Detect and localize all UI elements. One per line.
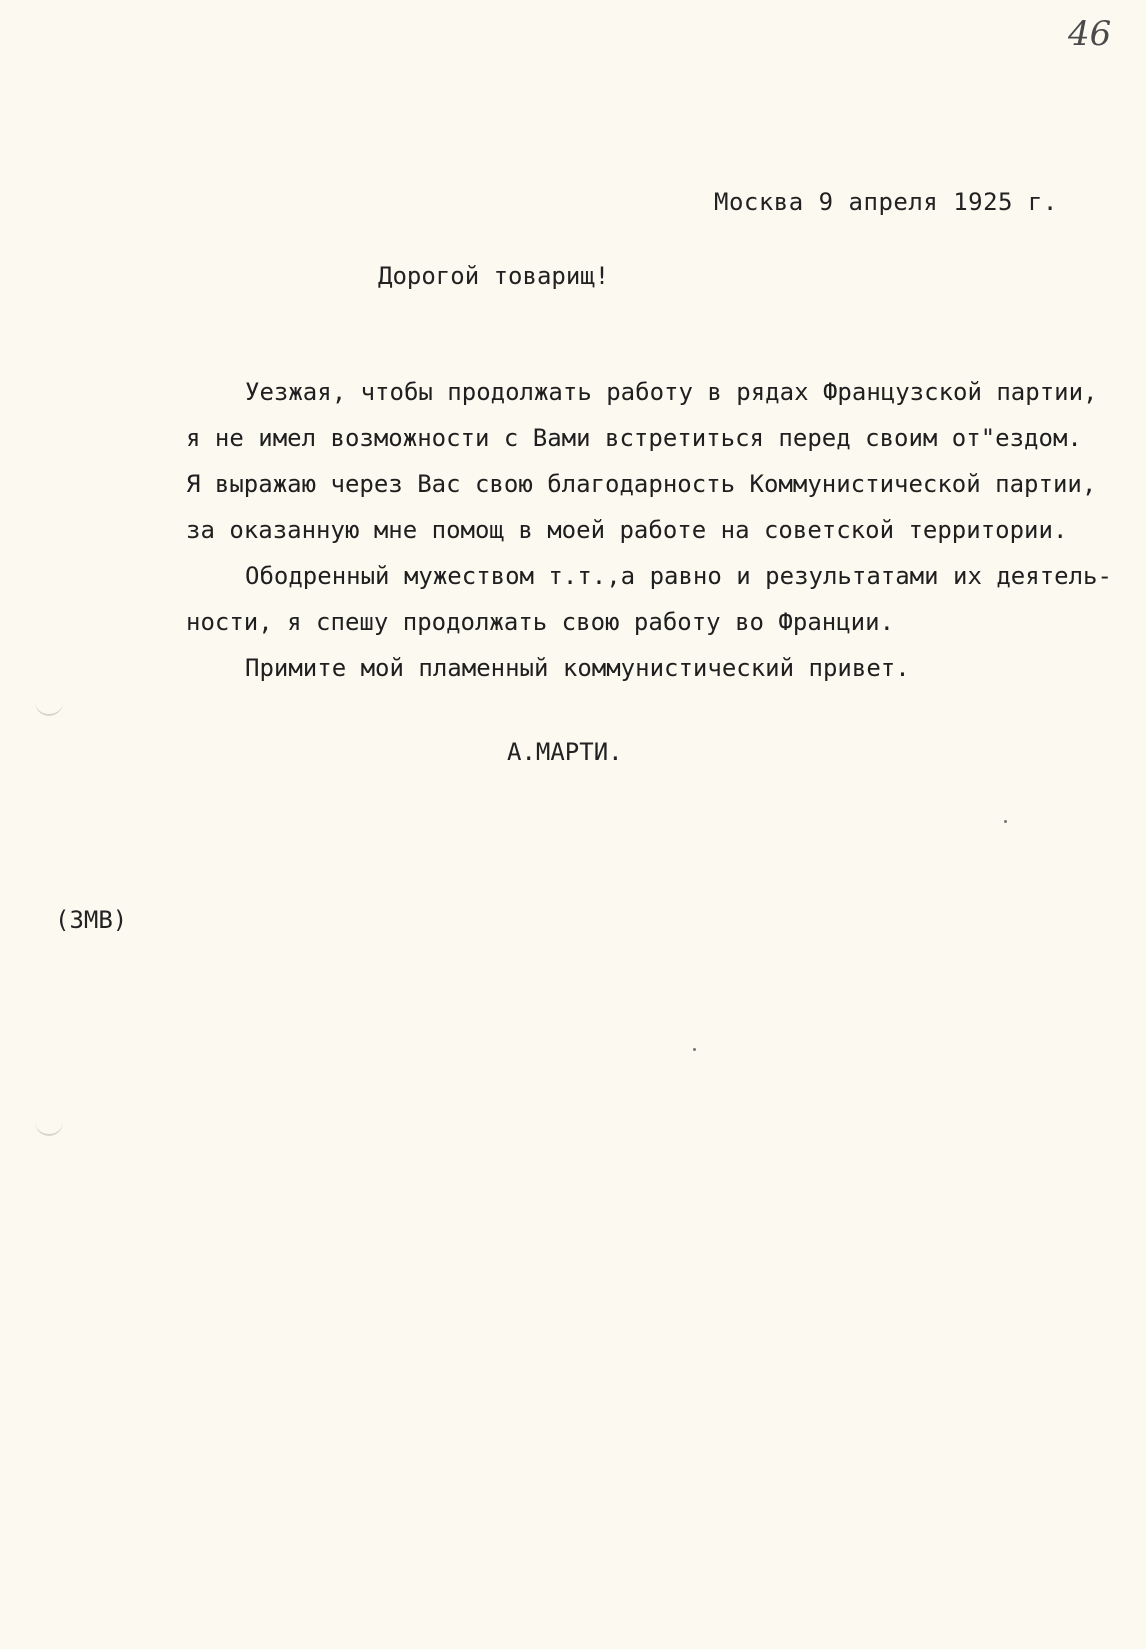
body-line: Примите мой пламенный коммунистический привет. <box>245 654 910 682</box>
typist-initials: (ЗМВ) <box>55 906 128 934</box>
body-line: ности, я спешу продолжать свою работу во Франции. <box>186 608 895 636</box>
punch-hole-mark <box>35 700 63 716</box>
body-line: я не имел возможности с Вами встретиться перед своим от"ездом. <box>186 424 1082 452</box>
paper-speck <box>1004 820 1007 823</box>
body-line: Ободренный мужеством т.т.,а равно и результатами их деятель- <box>245 562 1112 590</box>
signature: А.МАРТИ. <box>507 738 623 766</box>
folio-number: 46 <box>1068 14 1112 54</box>
body-line: за оказанную мне помощ в моей работе на советской территории. <box>186 516 1068 544</box>
date-line: Москва 9 апреля 1925 г. <box>714 188 1058 216</box>
body-line: Я выражаю через Вас свою благодарность Коммунистической партии, <box>186 470 1097 498</box>
salutation: Дорогой товарищ! <box>378 262 610 290</box>
body-line: Уезжая, чтобы продолжать работу в рядах Французской партии, <box>245 378 1098 406</box>
paper-speck <box>693 1048 696 1051</box>
punch-hole-mark <box>35 1120 63 1136</box>
